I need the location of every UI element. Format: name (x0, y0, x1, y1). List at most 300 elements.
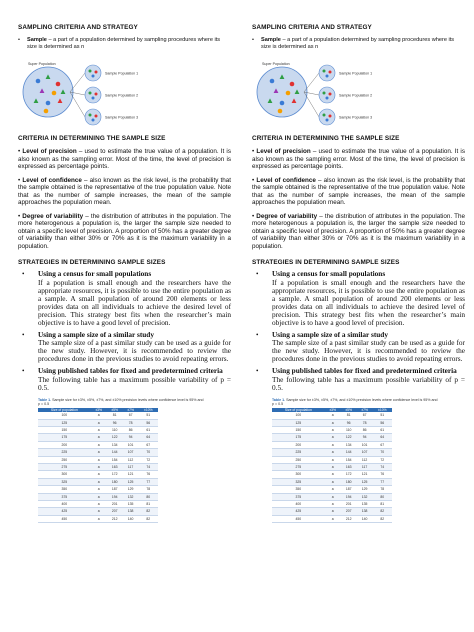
table-row (38, 456, 158, 463)
table-row (38, 478, 158, 485)
sample-population-circle (319, 87, 335, 103)
criteria-paragraph (18, 177, 231, 207)
table-cell: a (325, 471, 341, 478)
table-cell: 56 (373, 419, 392, 426)
sample-population-label: Sample Population 2 (105, 93, 139, 98)
table-cell: 300 (38, 471, 91, 478)
strategy-text: The sample size of a past similar study can be used as a guide for the new study. However, it is recommended to review the procedures done in the previous studies to avoid repeating errors. (272, 338, 465, 364)
sampling-arrow (70, 92, 85, 117)
table-cell: 175 (38, 434, 91, 441)
table-cell: 76 (139, 471, 158, 478)
table-cell: 72 (139, 456, 158, 463)
table-caption-text: Sample size for ±3%, ±5%, ±7%, and ±10% precision levels where confidence level is 95% and p = 0.5 (272, 397, 438, 406)
sample-member-marker (92, 97, 95, 100)
table-cell: 325 (272, 478, 325, 485)
population-diagram-svg (18, 57, 231, 127)
table-cell: 425 (38, 508, 91, 515)
table-cell: 100 (38, 412, 91, 419)
table-row (272, 486, 392, 493)
table-cell: 275 (38, 463, 91, 470)
sample-member-marker (89, 70, 92, 73)
table-cell: 82 (373, 508, 392, 515)
table-cell: 78 (139, 486, 158, 493)
table-cell: 56 (139, 419, 158, 426)
table-cell: 144 (341, 449, 357, 456)
table-cell: 201 (107, 501, 123, 508)
bullet-icon: • (256, 270, 259, 279)
sample-member-marker (329, 93, 332, 96)
table-row (272, 478, 392, 485)
table-cell: 121 (123, 471, 139, 478)
criteria-term: Level of precision (22, 148, 77, 156)
population-member-marker (56, 82, 61, 87)
table-cell: 350 (272, 486, 325, 493)
table-row (38, 486, 158, 493)
table-cell: a (91, 501, 107, 508)
sample-member-marker (92, 119, 95, 122)
table-cell: 67 (373, 441, 392, 448)
sample-definition (18, 37, 231, 51)
bullet-icon: • (252, 37, 254, 43)
table-header-cell: ±3% (325, 408, 341, 412)
table-cell: a (325, 412, 341, 419)
table-cell: 138 (357, 508, 373, 515)
criteria-term: Level of confidence (22, 176, 82, 184)
table-cell: 135 (123, 501, 139, 508)
table-cell: 107 (123, 449, 139, 456)
table-cell: 96 (341, 419, 357, 426)
table-cell: a (325, 463, 341, 470)
table-cell: 125 (357, 478, 373, 485)
table-cell: 144 (107, 449, 123, 456)
criteria-text: – used to estimate the true value of a population. It is also known as the sampling error. Most of the time, the level of precision is expressed as percentage points. (18, 148, 231, 171)
table-row (38, 449, 158, 456)
table-cell: 110 (107, 426, 123, 433)
table-cell: 67 (123, 412, 139, 419)
sampling-arrow (70, 73, 85, 92)
table-cell: a (91, 456, 107, 463)
sample-definition (252, 37, 465, 51)
table-row (38, 515, 158, 522)
table-row (272, 412, 392, 419)
sample-member-marker (89, 92, 92, 95)
strategy-label: Using a sample size of a similar study (272, 330, 389, 340)
criteria-term: Level of confidence (256, 176, 316, 184)
strategy-text: If a population is small enough and the researchers have the appropriate resources, it is possible to use the entire population as a sample. A small population of around 200 elements or less provides data on all individuals to achieve the desired level of precision. This strategy best fits when the researcher’s main objective is to have a good level of precision. (38, 277, 231, 327)
bullet-icon: • (22, 331, 25, 340)
table-cell: 154 (107, 456, 123, 463)
sampling-arrow (304, 92, 319, 117)
criteria-paragraph (252, 148, 465, 171)
table-row (38, 441, 158, 448)
strategy-text: The following table has a maximum possible variability of p = 0.5. (38, 374, 231, 392)
table-cell: 86 (123, 426, 139, 433)
table-cell: 78 (357, 419, 373, 426)
table-cell: 107 (357, 449, 373, 456)
table-row (272, 426, 392, 433)
criteria-term: Level of precision (256, 148, 311, 156)
table-cell: 212 (107, 515, 123, 522)
population-member-marker (290, 82, 295, 87)
sample-member-marker (323, 92, 326, 95)
table-cell: 81 (373, 501, 392, 508)
table-cell: 61 (373, 426, 392, 433)
table-cell: 82 (139, 515, 158, 522)
table-cell: 154 (341, 456, 357, 463)
table-cell: 212 (341, 515, 357, 522)
sample-population-label: Sample Population 3 (105, 115, 139, 120)
sample-member-marker (326, 75, 329, 78)
table-cell: 250 (272, 456, 325, 463)
table-cell: 110 (341, 426, 357, 433)
table-row (38, 493, 158, 500)
table-cell: a (325, 501, 341, 508)
strategy-text: The sample size of a past similar study can be used as a guide for the new study. However, it is recommended to review the procedures done in the previous studies to avoid repeating errors. (38, 338, 231, 364)
table-cell: a (91, 486, 107, 493)
table-cell: 82 (139, 508, 158, 515)
sampling-arrow (304, 73, 319, 92)
table-header-cell: ±10% (373, 408, 392, 412)
table-cell: 138 (123, 508, 139, 515)
table-cell: 200 (272, 441, 325, 448)
table-cell: 187 (107, 486, 123, 493)
criteria-text: – used to estimate the true value of a population. It is also known as the sampling error. Most of the time, the level of precision is expressed as percentage points. (252, 148, 465, 171)
table-cell: 67 (139, 441, 158, 448)
table-cell: 121 (357, 471, 373, 478)
criteria-heading: CRITERIA IN DETERMINING THE SAMPLE SIZE (18, 135, 166, 143)
sample-member-marker (95, 115, 98, 118)
criteria-list (18, 148, 231, 250)
table-cell: 74 (139, 463, 158, 470)
criteria-text: – the distribution of attributes in the population. The more heterogenous a population is, the larger the sample size needed to obtain a specific level of precision. A proportion of 50% has a greater degree of variability than either 30% or 70% as it is the maximum variability in a population. (252, 212, 465, 250)
table-cell: a (325, 419, 341, 426)
strategy-label: Using published tables for fixed and predetermined criteria (38, 366, 223, 376)
sample-member-marker (95, 71, 98, 74)
table-cell: 70 (373, 449, 392, 456)
table-row (272, 508, 392, 515)
sample-def-text: – a part of a population determined by sampling procedures where its size is determined as n (27, 37, 221, 51)
table-cell: 400 (272, 501, 325, 508)
section-heading: SAMPLING CRITERIA AND STRATEGY (252, 24, 372, 31)
table-header-cell: ±10% (139, 408, 158, 412)
table-cell: 450 (272, 515, 325, 522)
table-caption (38, 398, 206, 406)
table-cell: 163 (107, 463, 123, 470)
table-cell: a (325, 449, 341, 456)
table-row (272, 449, 392, 456)
table-cell: 76 (373, 471, 392, 478)
table-cell: 140 (123, 515, 139, 522)
table-header-cell: ±5% (341, 408, 357, 412)
bullet-icon: • (18, 37, 20, 43)
table-row (272, 515, 392, 522)
table-cell: 78 (373, 486, 392, 493)
sample-population-label: Sample Population 2 (339, 93, 373, 98)
sample-member-marker (326, 119, 329, 122)
criteria-text: – the distribution of attributes in the population. The more heterogenous a population is, the larger the sample size needed to obtain a specific level of precision. A proportion of 50% has a greater degree of variability than either 30% or 70% as it is the maximum variability in a population. (18, 212, 231, 250)
table-cell: 425 (272, 508, 325, 515)
population-member-marker (280, 101, 285, 106)
table-row (38, 426, 158, 433)
table-cell: 132 (123, 493, 139, 500)
strategies-heading: STRATEGIES IN DETERMINING SAMPLE SIZES (252, 259, 400, 267)
table-row (272, 456, 392, 463)
bullet-icon: • (22, 367, 25, 376)
sample-population-label: Sample Population 1 (339, 71, 373, 76)
criteria-term: Degree of variability (22, 212, 84, 220)
table-cell: 400 (38, 501, 91, 508)
strategies-list (18, 270, 231, 391)
bullet-icon: • (256, 367, 259, 376)
criteria-paragraph (18, 213, 231, 251)
criteria-text: – also known as the risk level, is the probability that the sample obtained is the representative of the true population value. Note that as the number of sample increases, the mean of the sample approaches the population mean. (18, 176, 231, 207)
table-cell: a (91, 471, 107, 478)
bullet-icon: • (256, 331, 259, 340)
table-cell: 72 (373, 456, 392, 463)
table-cell: 70 (139, 449, 158, 456)
sample-population-label: Sample Population 1 (105, 71, 139, 76)
table-cell: 77 (139, 478, 158, 485)
table-cell: a (325, 456, 341, 463)
table-cell: 64 (139, 434, 158, 441)
table-cell: 175 (272, 434, 325, 441)
table-cell: 77 (373, 478, 392, 485)
sample-population-label: Sample Population 3 (339, 115, 373, 120)
page-column (252, 24, 465, 523)
bullet-icon: • (252, 148, 257, 156)
table-row (38, 412, 158, 419)
table-cell: 51 (139, 412, 158, 419)
sample-term: Sample (261, 37, 281, 43)
table-caption (272, 398, 440, 406)
table-cell: 74 (373, 463, 392, 470)
table-cell: 117 (123, 463, 139, 470)
sample-population-circle (85, 65, 101, 81)
table-cell: 64 (373, 434, 392, 441)
table-row (38, 463, 158, 470)
table-row (272, 419, 392, 426)
table-cell: 125 (123, 478, 139, 485)
sample-member-marker (323, 70, 326, 73)
table-row (38, 471, 158, 478)
table-caption-label: Table 1. (272, 397, 286, 402)
table-cell: 180 (341, 478, 357, 485)
section-heading: SAMPLING CRITERIA AND STRATEGY (18, 24, 138, 31)
criteria-list (252, 148, 465, 250)
table-cell: a (325, 508, 341, 515)
table-caption-label: Table 1. (38, 397, 52, 402)
table-body (272, 412, 392, 523)
table-cell: 225 (272, 449, 325, 456)
table-row (38, 501, 158, 508)
table-cell: 200 (38, 441, 91, 448)
table-header-cell: ±7% (123, 408, 139, 412)
table-header-cell: ±7% (357, 408, 373, 412)
sample-term: Sample (27, 37, 47, 43)
table-header-cell: ±3% (91, 408, 107, 412)
table-row (272, 441, 392, 448)
table-cell: 194 (107, 493, 123, 500)
population-member-marker (36, 79, 41, 84)
table-cell: 122 (107, 434, 123, 441)
table-cell: 300 (272, 471, 325, 478)
table-cell: 172 (341, 471, 357, 478)
sample-member-marker (326, 97, 329, 100)
bullet-icon: • (18, 148, 23, 156)
table-row (272, 434, 392, 441)
population-diagram-svg (252, 57, 465, 127)
table-header-cell: Size of population (272, 408, 325, 412)
table-cell: 129 (357, 486, 373, 493)
table-cell: a (91, 478, 107, 485)
table (38, 408, 158, 523)
table-cell: 125 (272, 419, 325, 426)
criteria-paragraph (252, 213, 465, 251)
table-cell: a (91, 412, 107, 419)
table-cell: 94 (123, 434, 139, 441)
sample-member-marker (95, 93, 98, 96)
table-row (272, 501, 392, 508)
table-cell: 51 (373, 412, 392, 419)
left-page (18, 24, 231, 523)
sample-population-circle (319, 109, 335, 125)
table-cell: 122 (341, 434, 357, 441)
sample-population-circle (319, 65, 335, 81)
sample-size-table (38, 398, 206, 524)
table-cell: 275 (272, 463, 325, 470)
strategy-label: Using a census for small populations (38, 269, 152, 279)
population-diagram (252, 57, 465, 127)
strategy-text: If a population is small enough and the researchers have the appropriate resources, it is possible to use the entire population as a sample. A small population of around 200 elements or less provides data on all individuals to achieve the desired level of precision. This strategy best fits when the researcher’s main objective is to have a good level of precision. (272, 277, 465, 327)
strategy-label: Using a census for small populations (272, 269, 386, 279)
table-cell: 135 (357, 501, 373, 508)
table-cell: 94 (357, 434, 373, 441)
criteria-heading: CRITERIA IN DETERMINING THE SAMPLE SIZE (252, 135, 400, 143)
page-column (18, 24, 231, 523)
right-page (252, 24, 465, 523)
table-body (38, 412, 158, 523)
table-row (38, 419, 158, 426)
table-cell: 172 (107, 471, 123, 478)
table-row (272, 493, 392, 500)
table-cell: a (91, 463, 107, 470)
table-cell: a (325, 426, 341, 433)
table-cell: 225 (38, 449, 91, 456)
table-cell: 101 (357, 441, 373, 448)
table-cell: a (91, 441, 107, 448)
table-cell: 150 (272, 426, 325, 433)
strategy-label: Using published tables for fixed and predetermined criteria (272, 366, 457, 376)
table-cell: 375 (272, 493, 325, 500)
table-cell: 163 (341, 463, 357, 470)
super-population-label: Super Population (28, 62, 56, 67)
table-cell: 67 (357, 412, 373, 419)
table-cell: 140 (357, 515, 373, 522)
bullet-icon: • (22, 270, 25, 279)
table-header-cell: ±5% (107, 408, 123, 412)
table-cell: a (325, 493, 341, 500)
sample-member-marker (323, 114, 326, 117)
criteria-paragraph (252, 177, 465, 207)
table-cell: 350 (38, 486, 91, 493)
sample-def-text: – a part of a population determined by sampling procedures where its size is determined as n (261, 37, 455, 51)
sample-size-table (272, 398, 440, 524)
table-cell: a (325, 515, 341, 522)
table-cell: 325 (38, 478, 91, 485)
table-cell: 134 (107, 441, 123, 448)
strategy-label: Using a sample size of a similar study (38, 330, 155, 340)
table-header-cell: Size of population (38, 408, 91, 412)
population-member-marker (278, 109, 283, 114)
table-cell: a (91, 434, 107, 441)
table-cell: 81 (341, 412, 357, 419)
sample-population-circle (85, 109, 101, 125)
population-member-marker (286, 91, 291, 96)
table-cell: 194 (341, 493, 357, 500)
table-cell: 96 (107, 419, 123, 426)
table-cell: a (91, 515, 107, 522)
strategies-list (252, 270, 465, 391)
table-cell: 150 (38, 426, 91, 433)
sample-member-marker (92, 75, 95, 78)
table-cell: 201 (341, 501, 357, 508)
table-cell: 86 (357, 426, 373, 433)
table-cell: 78 (123, 419, 139, 426)
table-cell: 112 (357, 456, 373, 463)
table-cell: 80 (373, 493, 392, 500)
table-cell: a (325, 478, 341, 485)
bullet-icon: • (252, 176, 257, 184)
table-cell: 100 (272, 412, 325, 419)
table-cell: 82 (373, 515, 392, 522)
criteria-paragraph (18, 148, 231, 171)
super-population-label: Super Population (262, 62, 290, 67)
table-cell: 207 (107, 508, 123, 515)
sample-member-marker (329, 71, 332, 74)
criteria-term: Degree of variability (256, 212, 318, 220)
population-member-marker (270, 79, 275, 84)
table-cell: 129 (123, 486, 139, 493)
table-cell: 450 (38, 515, 91, 522)
table-cell: a (91, 419, 107, 426)
table-cell: a (91, 508, 107, 515)
table-cell: a (91, 493, 107, 500)
bullet-icon: • (252, 212, 257, 220)
population-member-marker (46, 101, 51, 106)
table-cell: 81 (139, 501, 158, 508)
sample-member-marker (329, 115, 332, 118)
table-cell: a (91, 426, 107, 433)
population-member-marker (52, 91, 57, 96)
table-cell: 134 (341, 441, 357, 448)
strategies-heading: STRATEGIES IN DETERMINING SAMPLE SIZES (18, 259, 166, 267)
strategy-text: The following table has a maximum possible variability of p = 0.5. (272, 374, 465, 392)
population-diagram (18, 57, 231, 127)
sample-member-marker (89, 114, 92, 117)
table-cell: 132 (357, 493, 373, 500)
table-cell: 207 (341, 508, 357, 515)
table-row (38, 434, 158, 441)
table-cell: a (325, 441, 341, 448)
table-cell: a (91, 449, 107, 456)
bullet-icon: • (18, 176, 23, 184)
table-cell: a (325, 434, 341, 441)
sample-population-circle (85, 87, 101, 103)
criteria-text: – also known as the risk level, is the probability that the sample obtained is the representative of the true population value. Note that as the number of sample increases, the mean of the sample approaches the population mean. (252, 176, 465, 207)
table-cell: 250 (38, 456, 91, 463)
table (272, 408, 392, 523)
table-cell: 112 (123, 456, 139, 463)
